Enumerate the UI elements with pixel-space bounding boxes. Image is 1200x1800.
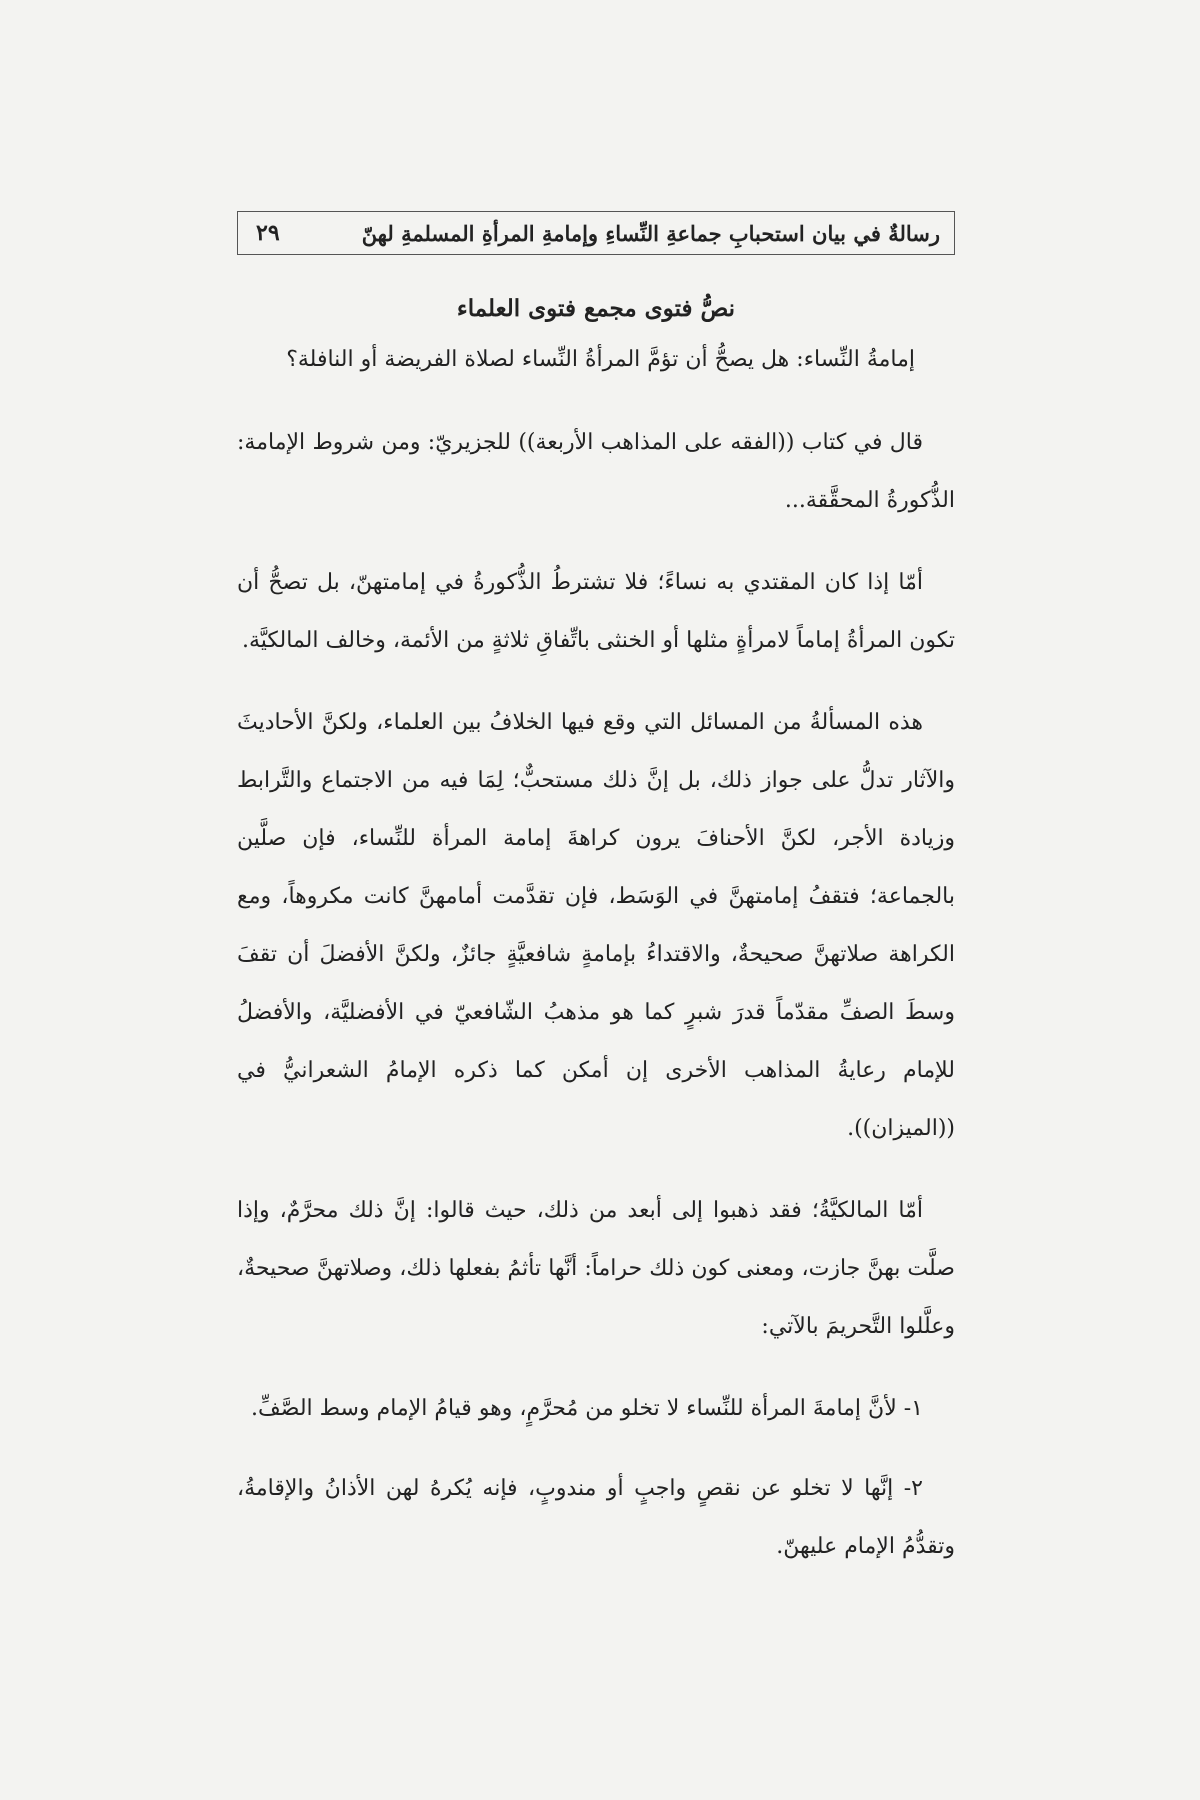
paragraph-women-imam: أمّا إذا كان المقتدي به نساءً؛ فلا تشترطُ الذُّكورةُ في إمامتهنّ، بل تصحُّ أن تكون المرأةُ إماماً لامرأةٍ مثلها أو الخنثى باتِّفاقِ ثلاثةٍ من الأئمة، وخالف المالكيَّة.	[237, 570, 955, 653]
paragraph-malikis: أمّا المالكيَّةُ؛ فقد ذهبوا إلى أبعد من ذلك، حيث قالوا: إنَّ ذلك محرَّمٌ، وإذا صلَّت بهنَّ جازت، ومعنى كون ذلك حراماً: أنَّها تأثمُ بفعلها ذلك، وصلاتهنَّ صحيحةٌ، وعلَّلوا التَّحريمَ بالآتي:	[237, 1198, 955, 1339]
running-header	[237, 211, 955, 255]
paragraph-jaziri-quote: قال في كتاب ((الفقه على المذاهب الأربعة)) للجزيريّ: ومن شروط الإمامة: الذُّكورةُ المحقَّقة...	[237, 430, 955, 513]
paragraph-scholars-dispute: هذه المسألةُ من المسائل التي وقع فيها الخلافُ بين العلماء، ولكنَّ الأحاديثَ والآثار تدلُّ على جواز ذلك، بل إنَّ ذلك مستحبٌّ؛ لِمَا فيه من الاجتماع والتَّرابط وزيادة الأجر، لكنَّ الأحنافَ يرون كراهةَ إمامة المرأة للنِّساء، فإن صلَّين بالجماعة؛ فتقفُ إمامتهنَّ في الوَسَط، فإن تقدَّمت أمامهنَّ كانت مكروهاً، ومع الكراهة صلاتهنَّ صحيحةٌ، والاقتداءُ بإمامةٍ شافعيَّةٍ جائزٌ، ولكنَّ الأفضلَ أن تقفَ وسطَ الصفِّ مقدّماً قدرَ شبرٍ كما هو مذهبُ الشّافعيّ في الأفضليَّة، والأفضلُ للإمام رعايةُ المذاهب الأخرى إن أمكن كما ذكره الإمامُ الشعرانيُّ في ((الميزان)).	[237, 710, 955, 1141]
list-item-reason-2: ٢- إنَّها لا تخلو عن نقصٍ واجبٍ أو مندوبٍ، فإنه يُكرهُ لهن الأذانُ والإقامةُ، وتقدُّمُ الإمام عليهنّ.	[237, 1476, 955, 1559]
page-body	[237, 295, 955, 1598]
list-item-reason-1: ١- لأنَّ إمامةَ المرأة للنِّساء لا تخلو من مُحرَّمٍ، وهو قيامُ الإمام وسط الصَّفِّ.	[251, 1396, 923, 1421]
fatwa-question: إمامةُ النِّساء: هل يصحُّ أن تؤمَّ المرأةُ النِّساء لصلاة الفريضة أو النافلة؟	[286, 347, 915, 372]
page-number: ٢٩	[256, 220, 280, 246]
running-title: رسالةٌ في بيان استحبابِ جماعةِ النِّساءِ وإمامةِ المرأةِ المسلمةِ لهنّ	[361, 220, 940, 246]
section-heading: نصُّ فتوى مجمع فتوى العلماء	[456, 295, 736, 322]
